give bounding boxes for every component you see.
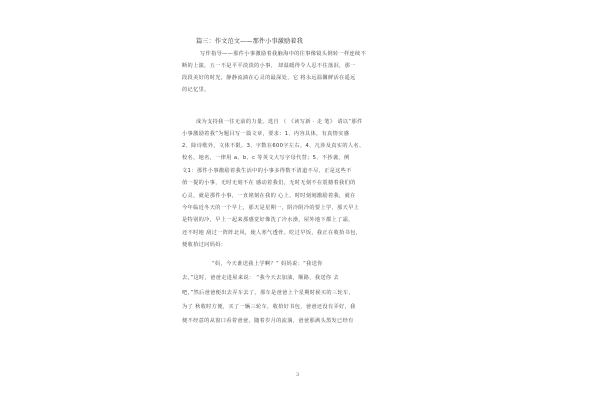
text-line: 今年临近冬天的一个早上，那天是星期一，阴冷阴冷的要上学，那天早上 — [182, 205, 360, 211]
text-line: 是特别的冷，早上一起来那感觉好像洗了冷水澡，屋外地下都上了霜， — [182, 217, 354, 223]
text-line: 断的上演，五一不是平平淡淡的小事， 却温暖得令人忍不住落泪，那一 — [182, 63, 356, 69]
text-line: 心灵，就是那件小事，一直铭刻在我的 心上，时时刻刻激励着我，就在 — [182, 193, 356, 199]
text-line: 值一提的小事，无时无刻不在 感动着我们，无时无刻不在震撼着我们的 — [182, 180, 356, 186]
text-line: 段段美好的时光，静静流淌在心灵的最深处，它 将永远温馨鲜活在遥远 — [182, 75, 356, 81]
text-line: 为了 秋收时方便，买了一辆三轮车，收拾好书包，爸爸还没有弄好，我 — [182, 304, 356, 310]
text-line: 便不经意的从窗口看着爸爸，随着岁月的流淌，爸爸那满头黑发已经有 — [182, 318, 354, 324]
text-line: 成为支持我一往无前的力量。选自 （ 《读写新 · 走 笔》 请以“那件 — [196, 119, 363, 125]
text-line: 文1：那件小事激励着我生活中的小事多得数不清道不尽，正是这些不 — [182, 168, 352, 174]
text-line: “妈，今天谁送我上学啊？” 妈妈说：“我送你 — [212, 261, 323, 267]
text-line: 吧，”然后爸爸便出去弄车去了，那车是爸爸上个星期时候买的三轮车， — [182, 290, 355, 296]
text-line: 校名，地名，一律用 a、b、c 等英文大写字母代替；5、不抄袭。例 — [182, 155, 350, 161]
text-line: 小事激励着我”为题目写一篇文章，要求：1、内容具体，有真情实感 — [182, 131, 350, 137]
text-line: 的记忆里。 — [182, 87, 210, 93]
page-number: 3 — [296, 372, 300, 378]
text-line: 便收拾过问妈妈： — [182, 242, 227, 248]
text-line: 写作指导——那件小事激励着我脑海中的往事像镜头倒转一样连续不 — [200, 51, 367, 57]
document-heading: 篇三：作文范文——那件小事激励着我 — [196, 38, 303, 45]
text-line: 去，”这时，爸爸走进屋来说： “我今天去加油，顺路，我送你 去 — [182, 275, 339, 281]
text-line: 2、除诗歌外，文体不限。3、字数在600字左右。4、凡涉及真实的人名、 — [182, 143, 365, 149]
text-line: 还不时地 刮过一阵阵北风，使人寒气透骨。吃过早饭，我正在收拾书包， — [182, 230, 362, 236]
